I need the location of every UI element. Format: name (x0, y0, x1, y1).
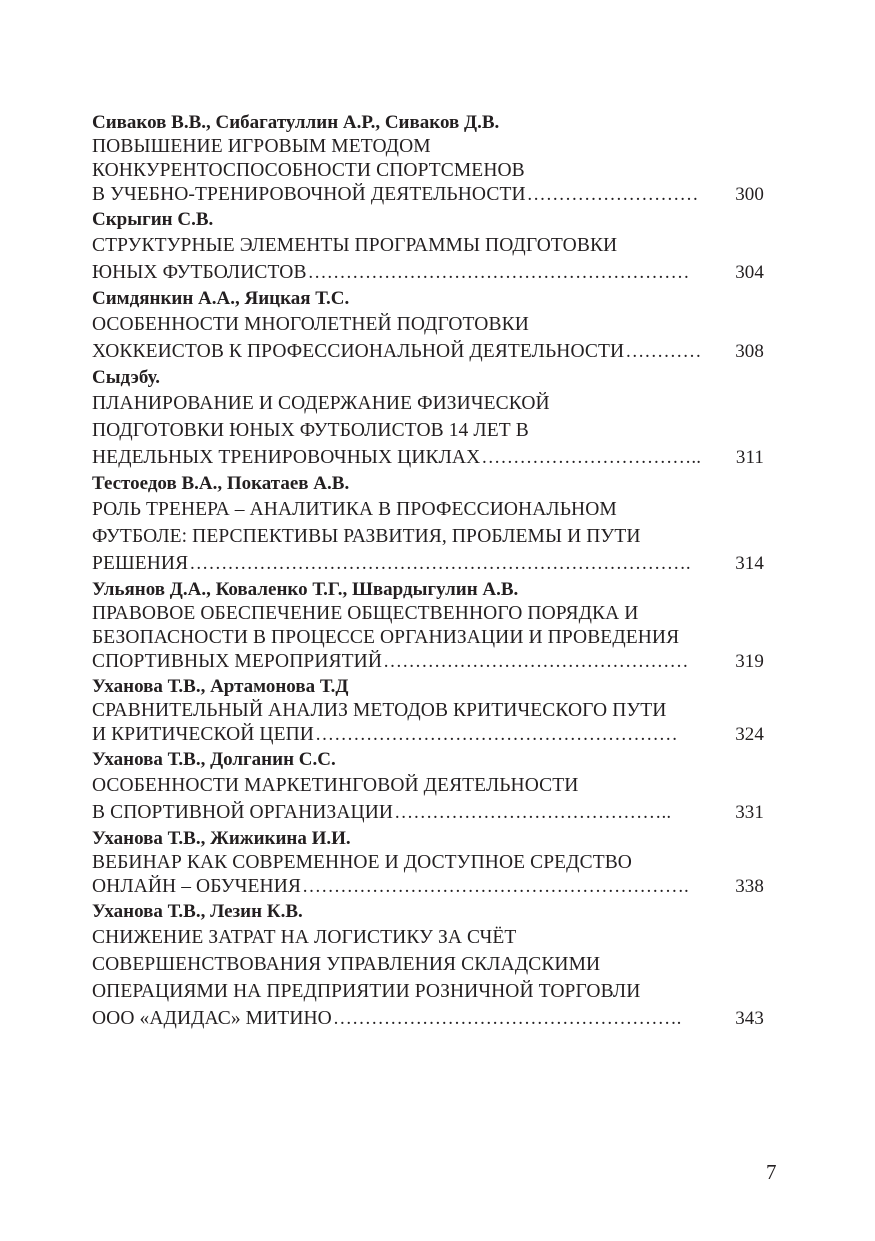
entry-title-line (92, 159, 764, 183)
entry-authors: Ульянов Д.А., Коваленко Т.Г., Швардыгулин А.В. (92, 579, 519, 600)
entry-authors: Уханова Т.В., Артамонова Т.Д (92, 676, 349, 697)
page-ref: 308 (735, 341, 764, 362)
title-text: ООО «АДИДАС» МИТИНО (92, 1008, 332, 1029)
leader-dots: …………………………………….. (394, 802, 672, 823)
title-text: СОВЕРШЕНСТВОВАНИЯ УПРАВЛЕНИЯ СКЛАДСКИМИ (92, 954, 601, 975)
entry-authors: Уханова Т.В., Долганин С.С. (92, 749, 336, 770)
title-text: ПОВЫШЕНИЕ ИГРОВЫМ МЕТОДОМ (92, 136, 431, 157)
entry-authors: Уханова Т.В., Лезин К.В. (92, 901, 303, 922)
entry-authors: Симдянкин А.А., Яицкая Т.С. (92, 288, 350, 309)
title-text: БЕЗОПАСНОСТИ В ПРОЦЕССЕ ОРГАНИЗАЦИИ И ПРОВЕДЕНИЯ (92, 627, 680, 648)
title-text: ФУТБОЛЕ: ПЕРСПЕКТИВЫ РАЗВИТИЯ, ПРОБЛЕМЫ И ПУТИ (92, 526, 641, 547)
leader-dots: ……………………………………………………. (302, 876, 689, 897)
entry-title-line (92, 924, 764, 951)
title-text: НЕДЕЛЬНЫХ ТРЕНИРОВОЧНЫХ ЦИКЛАХ (92, 447, 481, 468)
page-ref: 324 (735, 724, 764, 745)
title-text: ВЕБИНАР КАК СОВРЕМЕННОЕ И ДОСТУПНОЕ СРЕДСТВО (92, 852, 632, 873)
entry-authors: Уханова Т.В., Жижикина И.И. (92, 828, 351, 849)
entry-title-line (92, 444, 764, 471)
entry-title-line (92, 259, 764, 286)
entry-authors: Сиваков В.В., Сибагатуллин А.Р., Сиваков Д.В. (92, 112, 500, 133)
title-text: СНИЖЕНИЕ ЗАТРАТ НА ЛОГИСТИКУ ЗА СЧЁТ (92, 927, 517, 948)
title-text: РОЛЬ ТРЕНЕРА – АНАЛИТИКА В ПРОФЕССИОНАЛЬНОМ (92, 499, 617, 520)
entry-title-line (92, 602, 764, 626)
title-text: ОСОБЕННОСТИ МАРКЕТИНГОВОЙ ДЕЯТЕЛЬНОСТИ (92, 775, 579, 796)
entry-title-line (92, 1005, 764, 1032)
leader-dots: ……………………… (526, 184, 699, 205)
entry-title-line (92, 723, 764, 747)
title-text: ОНЛАЙН – ОБУЧЕНИЯ (92, 876, 301, 897)
page-number: 7 (766, 1160, 777, 1184)
leader-dots: ………………………………………………… (315, 724, 678, 745)
title-text: В СПОРТИВНОЙ ОРГАНИЗАЦИИ (92, 802, 394, 823)
toc-entry (92, 899, 764, 1032)
toc-entry (92, 207, 764, 286)
title-text: ХОККЕИСТОВ К ПРОФЕССИОНАЛЬНОЙ ДЕЯТЕЛЬНОСТИ (92, 341, 625, 362)
leader-dots: …………………………………………………… (307, 262, 690, 283)
page-ref: 311 (735, 447, 764, 468)
leader-dots: ……………………………………………………………………. (189, 553, 691, 574)
entry-title-line (92, 951, 764, 978)
entry-title-line (92, 390, 764, 417)
title-text: ОПЕРАЦИЯМИ НА ПРЕДПРИЯТИИ РОЗНИЧНОЙ ТОРГОВЛИ (92, 981, 641, 1002)
entry-authors: Сыдэбу. (92, 367, 160, 388)
title-text: СПОРТИВНЫХ МЕРОПРИЯТИЙ (92, 651, 383, 672)
leader-dots: …………………………….. (481, 447, 702, 468)
title-text: КОНКУРЕНТОСПОСОБНОСТИ СПОРТСМЕНОВ (92, 160, 525, 181)
title-text: И КРИТИЧЕСКОЙ ЦЕПИ (92, 724, 314, 745)
title-text: СРАВНИТЕЛЬНЫЙ АНАЛИЗ МЕТОДОВ КРИТИЧЕСКОГО ПУТИ (92, 700, 667, 721)
entry-title-line (92, 338, 764, 365)
leader-dots: ………………………………………… (383, 651, 689, 672)
title-text: ЮНЫХ ФУТБОЛИСТОВ (92, 262, 307, 283)
entry-title-line (92, 699, 764, 723)
toc-entry (92, 747, 764, 826)
entry-title-line (92, 135, 764, 159)
entry-title-line (92, 523, 764, 550)
leader-dots: ………… (625, 341, 702, 362)
entry-title-line (92, 772, 764, 799)
toc-entry (92, 471, 764, 577)
title-text: В УЧЕБНО-ТРЕНИРОВОЧНОЙ ДЕЯТЕЛЬНОСТИ (92, 184, 526, 205)
toc-entry (92, 365, 764, 471)
entry-title-line (92, 183, 764, 207)
toc-entry (92, 674, 764, 747)
page-ref: 304 (735, 262, 764, 283)
title-text: ПОДГОТОВКИ ЮНЫХ ФУТБОЛИСТОВ 14 ЛЕТ В (92, 420, 529, 441)
entry-title-line (92, 417, 764, 444)
toc-entry (92, 286, 764, 365)
entry-title-line (92, 851, 764, 875)
title-text: РЕШЕНИЯ (92, 553, 189, 574)
page-ref: 314 (735, 553, 764, 574)
entry-authors: Тестоедов В.А., Покатаев А.В. (92, 473, 350, 494)
title-text: СТРУКТУРНЫЕ ЭЛЕМЕНТЫ ПРОГРАММЫ ПОДГОТОВКИ (92, 235, 618, 256)
page-ref: 300 (735, 184, 764, 205)
title-text: ОСОБЕННОСТИ МНОГОЛЕТНЕЙ ПОДГОТОВКИ (92, 314, 529, 335)
entry-title-line (92, 799, 764, 826)
leader-dots: ………………………………………………. (332, 1008, 682, 1029)
title-text: ПРАВОВОЕ ОБЕСПЕЧЕНИЕ ОБЩЕСТВЕННОГО ПОРЯДКА И (92, 603, 639, 624)
table-of-contents (92, 110, 764, 1032)
entry-title-line (92, 496, 764, 523)
toc-entry (92, 826, 764, 899)
title-text: ПЛАНИРОВАНИЕ И СОДЕРЖАНИЕ ФИЗИЧЕСКОЙ (92, 393, 550, 414)
entry-title-line (92, 232, 764, 259)
toc-entry (92, 577, 764, 674)
entry-title-line (92, 550, 764, 577)
entry-title-line (92, 311, 764, 338)
entry-title-line (92, 978, 764, 1005)
entry-authors: Скрыгин С.В. (92, 209, 214, 230)
entry-title-line (92, 650, 764, 674)
toc-entry (92, 110, 764, 207)
page-ref: 319 (735, 651, 764, 672)
page-ref: 331 (735, 802, 764, 823)
entry-title-line (92, 875, 764, 899)
page-ref: 343 (735, 1008, 764, 1029)
entry-title-line (92, 626, 764, 650)
page-ref: 338 (735, 876, 764, 897)
